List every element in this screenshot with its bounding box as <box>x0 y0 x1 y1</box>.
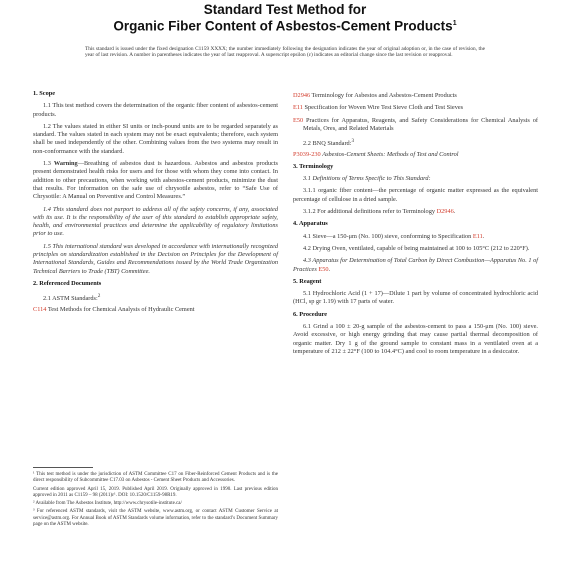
reference-c114[interactable] <box>33 306 278 314</box>
para-2-1 <box>33 292 278 303</box>
reference-e11[interactable] <box>293 104 538 112</box>
para-5-1: 5.1 Hydrochloric Acid (1 + 17)—Dilute 1 part by volume of concentrated hydrochloric acid (HCl, sp gr 1.19) with 17 parts of water. <box>293 290 538 306</box>
reference-link-e50[interactable]: E50 <box>318 265 329 273</box>
footnote-divider <box>33 467 93 468</box>
para-1-3-body: —Breathing of asbestos dust is hazardous. Asbestos and asbestos products present demonstrated health risks for users and for those with whom they come into contact. In addition to other precautions, when working with asbestos-cement products, minimize the dust that results. For information on the safe use of chrysotile asbestos, refer to “Safe Use of Chrysotile: A Manual on Preventive and Control Measures.” <box>33 160 279 201</box>
para-1-3-number: 1.3 <box>43 160 51 168</box>
reference-title: Practices for Apparatus, Reagents, and Safety Considerations for Chemical Analysis of Metals, Ores, and Related Materials <box>303 116 538 132</box>
reference-e50[interactable] <box>293 117 538 134</box>
right-column <box>293 92 538 360</box>
reference-title: Terminology for Asbestos and Asbestos-Cement Products <box>311 92 457 99</box>
reference-code[interactable]: C114 <box>33 305 47 313</box>
para-2-2-text: 2.2 BNQ Standard: <box>303 140 352 148</box>
para-1-3 <box>33 160 278 201</box>
para-4-1-text: 4.1 Sieve—a 150-μm (No. 100) sieve, conforming to Specification <box>303 232 472 240</box>
title-line-1: Standard Test Method for <box>203 2 367 17</box>
footnotes <box>33 472 278 530</box>
reference-link-d2946[interactable]: D2946 <box>436 208 454 216</box>
section-heading-referenced-documents: 2. Referenced Documents <box>33 279 102 287</box>
para-1-1: 1.1 This test method covers the determination of the organic fiber content of asbestos-cement products. <box>33 102 278 118</box>
para-4-1: 4.1 Sieve—a 150-μm (No. 100) sieve, conforming to Specification E11. <box>303 232 485 240</box>
reference-code[interactable]: D2946 <box>293 92 311 99</box>
warning-label: Warning <box>53 160 78 168</box>
para-3-2: 3.1.2 For additional definitions refer to Terminology D2946. <box>303 208 456 216</box>
footnote-mark-2: 2 <box>97 293 101 300</box>
para-1-4: 1.4 This standard does not purport to address all of the safety concerns, if any, associated with its use. It is the responsibility of the user of this standard to establish appropriate safety, health, and environmental practices and determine the applicability of regulatory limitations prior to use. <box>33 205 278 238</box>
para-3-2-text: 3.1.2 For additional definitions refer to Terminology <box>303 208 436 216</box>
para-3-1-1: 3.1.1 organic fiber content—the percentage of organic matter expressed as the equivalent percentage of cellulose in a dried sample. <box>293 187 538 203</box>
para-4-2: 4.2 Drying Oven, ventilated, capable of being maintained at 100 to 105°C (212 to 220°F). <box>303 244 530 252</box>
section-heading-reagent: 5. Reagent <box>293 277 322 285</box>
reference-d2946[interactable] <box>293 92 538 100</box>
reference-title: Asbestos-Cement Sheets: Methods of Test and Control <box>322 150 459 158</box>
left-column <box>33 90 278 318</box>
para-4-3-text: 4.3 Apparatus for Determination of Total Carbon by Direct Combustion—Apparatus No. 1 of Practices <box>293 257 538 273</box>
reference-code[interactable]: E11 <box>293 104 303 112</box>
para-2-1-text: 2.1 ASTM Standards: <box>43 295 98 303</box>
footnote-1b: Current edition approved April 15, 2019. Published April 2019. Originally approved in 1990. Last previous edition approved in 2011 as C1159 – 98 (2011)ε¹. DOI: 10.1520/C1159-98R19. <box>33 486 278 498</box>
para-6-1: 6.1 Grind a 100 ± 20-g sample of the asbestos-cement to pass a 150-μm (No. 100) sieve. Avoid excessive, or high energy grinding that may cause partial thermal decomposition of organic matter. Dry 1 g of the ground sample to constant mass in a ventilated oven at a temperature of 212 ± 22°F (100 to 104.4°C) and cool to room temperature in a desiccator. <box>293 323 538 355</box>
document-title <box>0 17 570 34</box>
reference-title: Test Methods for Chemical Analysis of Hydraulic Cement <box>47 305 195 313</box>
footnote-3: ³ For referenced ASTM standards, visit the ASTM website, www.astm.org, or contact ASTM Customer Service at service@astm.org. For Annual Book of ASTM Standards volume information, refer to the standard’s Document Summary page on the ASTM website. <box>33 509 278 528</box>
section-heading-scope: 1. Scope <box>33 90 56 97</box>
footnote-2: ² Available from The Asbestos Institute, http://www.chrysotile-institute.ca/ <box>33 501 182 507</box>
section-heading-procedure: 6. Procedure <box>293 310 328 318</box>
para-4-3: 4.3 Apparatus for Determination of Total Carbon by Direct Combustion—Apparatus No. 1 of Practices E50. <box>293 257 538 273</box>
reference-code[interactable]: P3039-230 <box>293 150 321 158</box>
footnote-1: ¹ This test method is under the jurisdiction of ASTM Committee C17 on Fiber-Reinforced Cement Products and is the direct responsibility of Subcommittee C17.03 on Asbestos - Cement Sheet Products and Accessories. <box>33 472 278 484</box>
para-1-5: 1.5 This international standard was developed in accordance with internationally recognized principles on standardization established in the Decision on Principles for the Development of International Standards, Guides and Recommendations issued by the World Trade Organization Technical Barriers to Trade (TBT) Committee. <box>33 242 278 275</box>
reference-bnq[interactable] <box>293 151 538 159</box>
para-3-1: 3.1 Definitions of Terms Specific to This Standard: <box>303 175 431 183</box>
footnote-mark-3: 3 <box>351 138 355 145</box>
reference-link-e11[interactable]: E11 <box>472 232 483 240</box>
reference-title: Specification for Woven Wire Test Sieve Cloth and Test Sieves <box>304 104 464 112</box>
para-2-2 <box>293 137 538 148</box>
title-line-2: Organic Fiber Content of Asbestos-Cement Products <box>113 18 453 34</box>
reference-code[interactable]: E50 <box>293 116 304 124</box>
title-footnote-mark: 1 <box>452 20 457 27</box>
para-1-2: 1.2 The values stated in either SI units or inch-pound units are to be regarded separately as standard. The values stated in each system may not be exact equivalents; therefore, each system shall be used independently of the other. Combining values from the two systems may result in non-conformance with the standard. <box>33 122 278 155</box>
section-heading-terminology: 3. Terminology <box>293 162 334 170</box>
designation-notice: This standard is issued under the fixed designation C1159 XXXX; the number immediately following the designation indicates the year of original adoption or, in the case of revision, the year of last revision. A number in parentheses indicates the year of last reapproval. A superscript epsilon (ε) indicates an editorial change since the last revision or reapproval. <box>85 46 485 59</box>
section-heading-apparatus: 4. Apparatus <box>293 220 328 228</box>
